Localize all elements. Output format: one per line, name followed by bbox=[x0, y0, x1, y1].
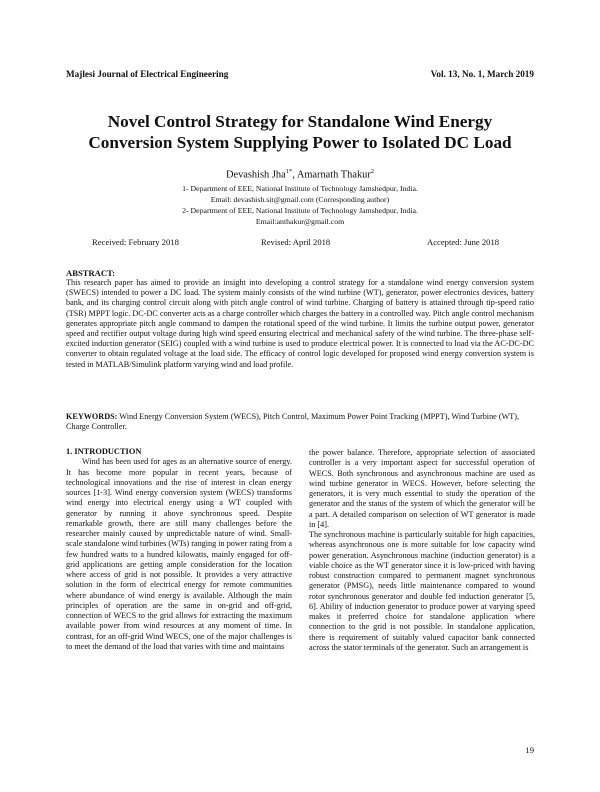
author-list bbox=[0, 168, 600, 180]
abstract-heading: ABSTRACT: bbox=[66, 268, 116, 278]
intro-paragraph-1: Wind has been used for ages as an alternative source of energy. It has become more popular in recent years, because of technological innovations and the rise of interest in clean energy sources [1-3]. Wind energy conversion system (WECS) transforms wind energy into electrical energy using a WT coupled with generator by running it above synchronous speed. Despite remarkable growth, there are still many challenges before the researcher mainly caused by unpredictable nature of wind. Small-scale standalone wind turbines (WTs) ranging in power rating from a few hundred watts to a hundred kilowatts, mainly engaged for off-grid applications are getting ample consideration for the location where access of grid is not possible. It provides a very attractive solution in the form of electrical energy for remote communities where abundance of wind energy is available. Although the main principles of operation are the same in on-grid and off-grid, connection of WECS to the grid allows for extracting the maximum available power from wind resources at any moment of time. In contrast, for an off-grid Wind WECS, one of the major challenges is to meet the demand of the load that varies with time and maintains bbox=[66, 457, 292, 651]
affiliation-2: 2- Department of EEE, National Institute of Technology Jamshedpur, India. bbox=[182, 206, 418, 215]
page-number: 19 bbox=[525, 745, 534, 755]
column-right bbox=[309, 448, 535, 653]
affiliation-1-email: Email: devashish.sit@gmail.com (Corresponding author) bbox=[210, 195, 390, 204]
intro-paragraph-3: The synchronous machine is particularly suitable for high capacities, whereas asynchronous one is more suitable for low capacity wind power generation. Asynchronous machine (induction generator) is a viable choice as the WT generator since it is low-priced with having robust construction compared to permanent magnet synchronous generator (PMSG), needs little maintenance compared to wound rotor synchronous generator and double fed induction generator [5, 6]. Ability of induction generator to produce power at varying speed makes it preferred choice for standalone application where connection to the grid is not possible. In standalone application, there is requirement of suitably valued capacitor bank connected across the stator terminals of the generator. Such an arrangement is bbox=[309, 530, 535, 652]
author-separator: , bbox=[292, 169, 297, 181]
journal-name: Majlesi Journal of Electrical Engineering bbox=[66, 69, 229, 79]
title-line-1: Novel Control Strategy for Standalone Wind Energy bbox=[107, 112, 493, 131]
date-accepted: Accepted: June 2018 bbox=[427, 237, 500, 247]
section-heading-introduction: 1. INTRODUCTION bbox=[66, 447, 142, 456]
keywords-label: KEYWORDS: bbox=[66, 412, 118, 421]
author-2-sup: 2 bbox=[370, 168, 375, 175]
date-received: Received: February 2018 bbox=[92, 237, 179, 247]
issue-info: Vol. 13, No. 1, March 2019 bbox=[430, 69, 534, 79]
affiliation-1: 1- Department of EEE, National Institute of Technology Jamshedpur, India. bbox=[182, 184, 418, 193]
date-revised: Revised: April 2018 bbox=[261, 237, 331, 247]
title-line-2: Conversion System Supplying Power to Isolated DC Load bbox=[88, 133, 512, 152]
author-1-name: Devashish Jha bbox=[225, 169, 286, 181]
column-left bbox=[66, 447, 292, 652]
author-2-name: Amarnath Thakur bbox=[296, 169, 371, 181]
keywords bbox=[66, 412, 534, 432]
abstract-text: This research paper has aimed to provide an insight into developing a control strategy for a standalone wind energy conversion system (SWECS) intended to power a DC load. The system mainly consists of the wind turbine (WT), generator, power electronics devices, battery bank, and its charging control circuit along with pitch angle control of wind turbine. Charging of battery is attained through tip-speed ratio (TSR) MPPT logic. DC-DC converter acts as a charge controller which charges the battery in a controlled way. Pitch angle control mechanism generates appropriate pitch angle command to dampen the rotational speed of the wind turbine. It limits the turbine output power, generator speed and rectifier output voltage during high wind speed ensuring electrical and mechanical safety of the wind turbine. The three-phase self-excited induction generator (SEIG) coupled with a wind turbine is used to produce electrical power. It is connected to load via the AC-DC-DC converter to obtain regulated voltage at the load side. The efficacy of control logic developed for proposed wind energy conversion system is tested in MATLAB/Simulink platform varying wind and load profile. bbox=[66, 278, 534, 369]
author-1-sup: 1* bbox=[285, 168, 293, 175]
affiliation-2-email: Email:anthakur@gmail.com bbox=[255, 217, 345, 226]
keywords-text: Wind Energy Conversion System (WECS), Pitch Control, Maximum Power Point Tracking (MPPT), Wind Turbine (WT), Charge Controller. bbox=[66, 412, 520, 432]
paper-title bbox=[50, 111, 550, 153]
intro-paragraph-2: the power balance. Therefore, appropriate selection of associated controller is a very important aspect for successful operation of WECS. Both synchronous and asynchronous machine are used as wind turbine generator in WECS. However, before selecting the generators, it is very much essential to study the operation of the generator and the status of the system of which the generator will be a part. A detailed comparison on selection of WT generator is made in [4]. bbox=[309, 448, 535, 529]
